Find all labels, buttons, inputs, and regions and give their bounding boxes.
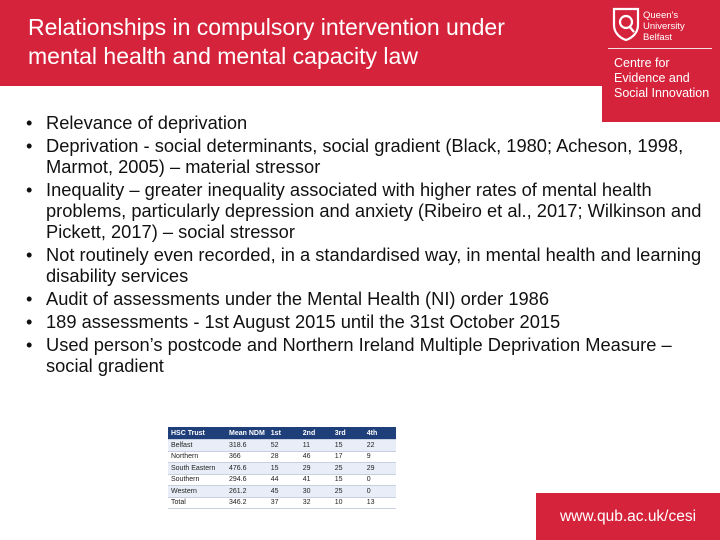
table-cell: 13 (364, 497, 396, 509)
deprivation-table (168, 427, 396, 509)
centre-line-1: Centre for (614, 56, 670, 70)
bullet-dot: • (26, 288, 33, 309)
table-cell: Total (168, 497, 226, 509)
table-cell: 29 (364, 463, 396, 475)
slide-title (28, 13, 598, 71)
table-cell: 25 (332, 486, 364, 498)
table-row (168, 440, 396, 452)
bullet-dot: • (26, 244, 33, 265)
bullet-text: Deprivation - social determinants, social gradient (Black, 1980; Acheson, 1998, Marmot, 2005) – material stressor (46, 135, 684, 177)
table-cell: 0 (364, 474, 396, 486)
table-header-row (168, 427, 396, 440)
table-row (168, 463, 396, 475)
bullet-dot: • (26, 334, 33, 355)
table-row (168, 474, 396, 486)
table-cell: 25 (332, 463, 364, 475)
bullet-item (26, 311, 706, 332)
table-cell: 15 (332, 474, 364, 486)
title-banner (0, 0, 602, 86)
table-cell: 46 (300, 451, 332, 463)
table-cell: 22 (364, 440, 396, 452)
bullet-item (26, 334, 706, 376)
table-row (168, 497, 396, 509)
table-cell: 0 (364, 486, 396, 498)
table-header-cell: 1st (268, 427, 300, 440)
qub-logo (602, 0, 720, 122)
table-cell: 476.6 (226, 463, 268, 475)
bullet-item (26, 288, 706, 309)
table-cell: 11 (300, 440, 332, 452)
table-cell: 10 (332, 497, 364, 509)
footer-url[interactable]: www.qub.ac.uk/cesi (536, 493, 720, 540)
table-header-cell: HSC Trust (168, 427, 226, 440)
table-header-cell: 4th (364, 427, 396, 440)
table-header-cell: Mean NDM (226, 427, 268, 440)
table-cell: Western (168, 486, 226, 498)
university-line-2: Belfast (643, 32, 673, 43)
table-cell: 29 (300, 463, 332, 475)
table-cell: Northern (168, 451, 226, 463)
table-cell: 261.2 (226, 486, 268, 498)
table-cell: 52 (268, 440, 300, 452)
logo-divider (608, 48, 712, 49)
bullet-text: Relevance of deprivation (46, 112, 248, 133)
bullet-item (26, 179, 706, 242)
bullet-text: Inequality – greater inequality associated with higher rates of mental health problems, particularly depression and anxiety (Ribeiro et al., 2017; Wilkinson and Pickett, 2017) – social stressor (46, 179, 702, 242)
university-crest-icon (612, 7, 640, 41)
hsc-trust-table (168, 427, 396, 509)
bullet-item (26, 135, 706, 177)
table-row (168, 486, 396, 498)
bullet-dot: • (26, 311, 33, 332)
title-line-1: Relationships in compulsory intervention under (28, 14, 505, 40)
table-cell: 17 (332, 451, 364, 463)
university-line-1: Queen's University (643, 10, 685, 32)
bullet-list (26, 112, 706, 378)
table-row (168, 451, 396, 463)
table-cell: Belfast (168, 440, 226, 452)
table-cell: 318.6 (226, 440, 268, 452)
centre-name (614, 56, 718, 101)
centre-line-3: Social Innovation (614, 86, 710, 100)
bullet-text: Audit of assessments under the Mental Health (NI) order 1986 (46, 288, 549, 309)
table-cell: 37 (268, 497, 300, 509)
table-cell: 9 (364, 451, 396, 463)
table-cell: Southern (168, 474, 226, 486)
university-name (643, 10, 719, 43)
table-cell: 44 (268, 474, 300, 486)
table-cell: South Eastern (168, 463, 226, 475)
table-cell: 366 (226, 451, 268, 463)
centre-line-2: Evidence and (614, 71, 690, 85)
table-cell: 28 (268, 451, 300, 463)
bullet-text: Used person’s postcode and Northern Ireland Multiple Deprivation Measure – social gradient (46, 334, 672, 376)
bullet-dot: • (26, 179, 33, 200)
table-cell: 32 (300, 497, 332, 509)
bullet-text: 189 assessments - 1st August 2015 until the 31st October 2015 (46, 311, 561, 332)
bullet-dot: • (26, 112, 33, 133)
table-cell: 15 (268, 463, 300, 475)
bullet-item (26, 244, 706, 286)
table-header-cell: 2nd (300, 427, 332, 440)
table-cell: 41 (300, 474, 332, 486)
table-cell: 294.6 (226, 474, 268, 486)
table-cell: 15 (332, 440, 364, 452)
table-header-cell: 3rd (332, 427, 364, 440)
title-line-2: mental health and mental capacity law (28, 43, 418, 69)
bullet-item (26, 112, 706, 133)
bullet-text: Not routinely even recorded, in a standardised way, in mental health and learning disability services (46, 244, 702, 286)
table-cell: 30 (300, 486, 332, 498)
bullet-dot: • (26, 135, 33, 156)
table-cell: 45 (268, 486, 300, 498)
table-cell: 346.2 (226, 497, 268, 509)
